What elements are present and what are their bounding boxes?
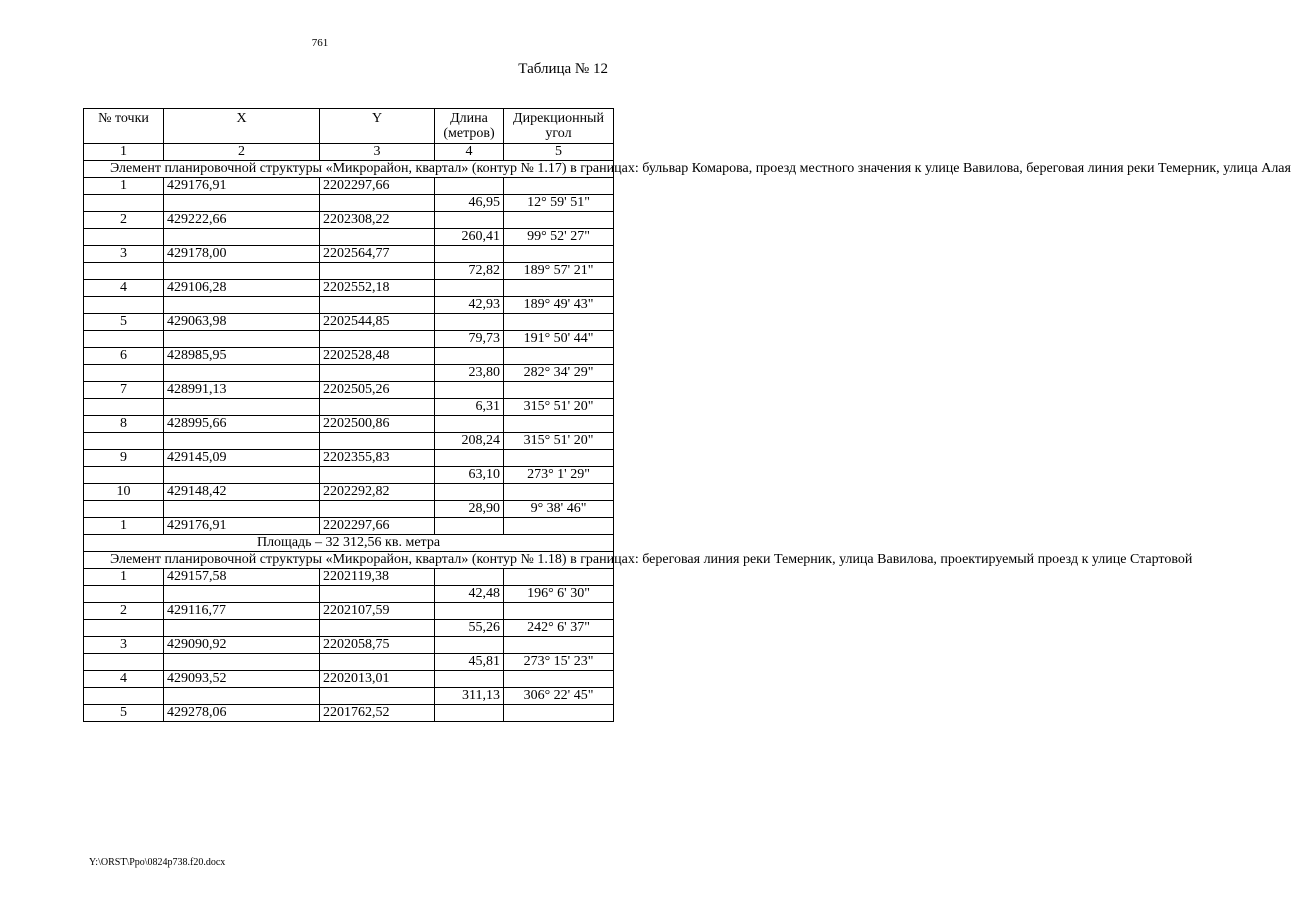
header-x: X <box>164 109 320 144</box>
y-coordinate-cell: 2202564,77 <box>320 246 435 263</box>
header-angle: Дирекционный угол <box>504 109 614 144</box>
column-number: 4 <box>435 144 504 161</box>
angle-cell: 196° 6' 30" <box>504 586 614 603</box>
table-row <box>84 212 614 229</box>
length-cell <box>435 450 504 467</box>
length-cell: 46,95 <box>435 195 504 212</box>
table-row <box>84 280 614 297</box>
y-coordinate-cell: 2202119,38 <box>320 569 435 586</box>
y-coordinate-cell: 2202297,66 <box>320 518 435 535</box>
point-number-cell: 3 <box>84 246 164 263</box>
y-coordinate-cell: 2202552,18 <box>320 280 435 297</box>
length-cell <box>435 569 504 586</box>
y-coordinate-cell <box>320 195 435 212</box>
angle-cell <box>504 178 614 195</box>
x-coordinate-cell <box>164 331 320 348</box>
angle-cell: 191° 50' 44" <box>504 331 614 348</box>
x-coordinate-cell: 429063,98 <box>164 314 320 331</box>
length-cell <box>435 484 504 501</box>
y-coordinate-cell: 2202355,83 <box>320 450 435 467</box>
area-summary-row <box>84 535 614 552</box>
y-coordinate-cell: 2202107,59 <box>320 603 435 620</box>
x-coordinate-cell: 429176,91 <box>164 518 320 535</box>
angle-cell <box>504 382 614 399</box>
coordinates-table <box>83 108 1291 722</box>
header-length: Длина (метров) <box>435 109 504 144</box>
angle-cell: 273° 15' 23" <box>504 654 614 671</box>
table-row <box>84 348 614 365</box>
table-row <box>84 399 614 416</box>
area-summary: Площадь – 32 312,56 кв. метра <box>84 535 614 552</box>
y-coordinate-cell <box>320 365 435 382</box>
length-cell: 45,81 <box>435 654 504 671</box>
table-row <box>84 178 614 195</box>
table-row <box>84 671 614 688</box>
length-cell: 79,73 <box>435 331 504 348</box>
column-number: 3 <box>320 144 435 161</box>
table-row <box>84 195 614 212</box>
x-coordinate-cell: 429176,91 <box>164 178 320 195</box>
angle-cell: 315° 51' 20" <box>504 433 614 450</box>
y-coordinate-cell: 2201762,52 <box>320 705 435 722</box>
angle-cell: 9° 38' 46" <box>504 501 614 518</box>
y-coordinate-cell <box>320 586 435 603</box>
table-body <box>84 161 1291 722</box>
table-row <box>84 620 614 637</box>
x-coordinate-cell <box>164 501 320 518</box>
point-number-cell: 9 <box>84 450 164 467</box>
page-number: 761 <box>311 37 329 49</box>
x-coordinate-cell <box>164 365 320 382</box>
y-coordinate-cell <box>320 263 435 280</box>
x-coordinate-cell: 428995,66 <box>164 416 320 433</box>
point-number-cell: 2 <box>84 212 164 229</box>
length-cell <box>435 280 504 297</box>
length-cell <box>435 314 504 331</box>
x-coordinate-cell <box>164 229 320 246</box>
point-number-cell <box>84 263 164 280</box>
table-row <box>84 603 614 620</box>
table-row <box>84 484 614 501</box>
x-coordinate-cell <box>164 654 320 671</box>
x-coordinate-cell <box>164 433 320 450</box>
y-coordinate-cell <box>320 620 435 637</box>
length-cell <box>435 416 504 433</box>
section-caption-row <box>84 161 614 178</box>
point-number-cell <box>84 297 164 314</box>
section-caption-row <box>84 552 614 569</box>
angle-cell: 242° 6' 37" <box>504 620 614 637</box>
x-coordinate-cell: 429148,42 <box>164 484 320 501</box>
length-cell: 42,48 <box>435 586 504 603</box>
table-row <box>84 433 614 450</box>
x-coordinate-cell: 429157,58 <box>164 569 320 586</box>
column-number: 2 <box>164 144 320 161</box>
x-coordinate-cell: 429178,00 <box>164 246 320 263</box>
point-number-cell <box>84 586 164 603</box>
angle-cell <box>504 314 614 331</box>
point-number-cell <box>84 467 164 484</box>
point-number-cell <box>84 365 164 382</box>
point-number-cell: 6 <box>84 348 164 365</box>
section-caption: Элемент планировочной структуры «Микрорайон, квартал» (контур № 1.17) в границах: бульвар Комарова, проезд местного значения к улице Вавилова, береговая линия реки Темерник, улица Алая <box>84 161 614 178</box>
table-row <box>84 331 614 348</box>
table-row <box>84 365 614 382</box>
angle-cell: 189° 49' 43" <box>504 297 614 314</box>
angle-cell <box>504 671 614 688</box>
length-cell: 63,10 <box>435 467 504 484</box>
y-coordinate-cell <box>320 399 435 416</box>
point-number-cell <box>84 688 164 705</box>
point-number-cell <box>84 433 164 450</box>
table-row <box>84 467 614 484</box>
length-cell <box>435 178 504 195</box>
length-cell: 260,41 <box>435 229 504 246</box>
length-cell: 42,93 <box>435 297 504 314</box>
angle-cell <box>504 603 614 620</box>
point-number-cell: 1 <box>84 518 164 535</box>
y-coordinate-cell <box>320 433 435 450</box>
x-coordinate-cell <box>164 297 320 314</box>
length-cell <box>435 348 504 365</box>
table-title: Таблица № 12 <box>518 61 608 77</box>
column-number: 1 <box>84 144 164 161</box>
y-coordinate-cell <box>320 688 435 705</box>
length-cell <box>435 637 504 654</box>
length-cell <box>435 382 504 399</box>
angle-cell <box>504 569 614 586</box>
table-row <box>84 314 614 331</box>
table-row <box>84 382 614 399</box>
y-coordinate-cell <box>320 331 435 348</box>
column-number: 5 <box>504 144 614 161</box>
angle-cell <box>504 518 614 535</box>
y-coordinate-cell: 2202013,01 <box>320 671 435 688</box>
angle-cell <box>504 416 614 433</box>
point-number-cell: 5 <box>84 314 164 331</box>
point-number-cell: 3 <box>84 637 164 654</box>
x-coordinate-cell <box>164 586 320 603</box>
header-row <box>84 109 614 144</box>
length-cell <box>435 603 504 620</box>
length-cell <box>435 518 504 535</box>
x-coordinate-cell: 429093,52 <box>164 671 320 688</box>
x-coordinate-cell: 429116,77 <box>164 603 320 620</box>
length-cell: 6,31 <box>435 399 504 416</box>
length-cell <box>435 705 504 722</box>
table-row <box>84 518 614 535</box>
x-coordinate-cell <box>164 688 320 705</box>
point-number-cell <box>84 195 164 212</box>
footer-file-path: Y:\ORST\Ppo\0824p738.f20.docx <box>89 857 226 868</box>
length-cell: 28,90 <box>435 501 504 518</box>
point-number-cell: 4 <box>84 671 164 688</box>
angle-cell <box>504 705 614 722</box>
point-number-cell: 1 <box>84 178 164 195</box>
point-number-cell <box>84 501 164 518</box>
y-coordinate-cell: 2202505,26 <box>320 382 435 399</box>
angle-cell: 99° 52' 27" <box>504 229 614 246</box>
column-number-row <box>84 144 614 161</box>
angle-cell: 12° 59' 51" <box>504 195 614 212</box>
angle-cell: 282° 34' 29" <box>504 365 614 382</box>
x-coordinate-cell <box>164 263 320 280</box>
header-point: № точки <box>84 109 164 144</box>
point-number-cell <box>84 620 164 637</box>
table-row <box>84 586 614 603</box>
angle-cell <box>504 450 614 467</box>
x-coordinate-cell: 429278,06 <box>164 705 320 722</box>
y-coordinate-cell: 2202058,75 <box>320 637 435 654</box>
length-cell: 72,82 <box>435 263 504 280</box>
length-cell <box>435 671 504 688</box>
y-coordinate-cell <box>320 654 435 671</box>
y-coordinate-cell <box>320 229 435 246</box>
x-coordinate-cell: 429090,92 <box>164 637 320 654</box>
table-row <box>84 705 614 722</box>
angle-cell: 273° 1' 29" <box>504 467 614 484</box>
length-cell: 55,26 <box>435 620 504 637</box>
angle-cell <box>504 484 614 501</box>
y-coordinate-cell: 2202544,85 <box>320 314 435 331</box>
length-cell: 23,80 <box>435 365 504 382</box>
table-row <box>84 569 614 586</box>
angle-cell <box>504 637 614 654</box>
table-row <box>84 229 614 246</box>
section-caption: Элемент планировочной структуры «Микрорайон, квартал» (контур № 1.18) в границах: береговая линия реки Темерник, улица Вавилова, проектируемый проезд к улице Стартовой <box>84 552 614 569</box>
y-coordinate-cell: 2202500,86 <box>320 416 435 433</box>
point-number-cell: 2 <box>84 603 164 620</box>
x-coordinate-cell <box>164 399 320 416</box>
y-coordinate-cell: 2202297,66 <box>320 178 435 195</box>
y-coordinate-cell <box>320 297 435 314</box>
angle-cell <box>504 348 614 365</box>
table-row <box>84 637 614 654</box>
angle-cell: 315° 51' 20" <box>504 399 614 416</box>
length-cell <box>435 212 504 229</box>
x-coordinate-cell <box>164 467 320 484</box>
length-cell: 208,24 <box>435 433 504 450</box>
y-coordinate-cell <box>320 467 435 484</box>
angle-cell: 306° 22' 45" <box>504 688 614 705</box>
length-cell: 311,13 <box>435 688 504 705</box>
table-row <box>84 297 614 314</box>
table-row <box>84 416 614 433</box>
y-coordinate-cell: 2202308,22 <box>320 212 435 229</box>
length-cell <box>435 246 504 263</box>
point-number-cell: 8 <box>84 416 164 433</box>
point-number-cell: 7 <box>84 382 164 399</box>
table-row <box>84 450 614 467</box>
point-number-cell <box>84 654 164 671</box>
table-row <box>84 501 614 518</box>
table-row <box>84 688 614 705</box>
x-coordinate-cell: 428985,95 <box>164 348 320 365</box>
x-coordinate-cell <box>164 195 320 212</box>
angle-cell <box>504 212 614 229</box>
point-number-cell <box>84 399 164 416</box>
y-coordinate-cell <box>320 501 435 518</box>
point-number-cell: 1 <box>84 569 164 586</box>
point-number-cell <box>84 331 164 348</box>
x-coordinate-cell: 429145,09 <box>164 450 320 467</box>
angle-cell <box>504 246 614 263</box>
angle-cell <box>504 280 614 297</box>
x-coordinate-cell: 429106,28 <box>164 280 320 297</box>
table-row <box>84 263 614 280</box>
x-coordinate-cell: 428991,13 <box>164 382 320 399</box>
header-y: Y <box>320 109 435 144</box>
point-number-cell <box>84 229 164 246</box>
table-row <box>84 246 614 263</box>
x-coordinate-cell <box>164 620 320 637</box>
angle-cell: 189° 57' 21" <box>504 263 614 280</box>
point-number-cell: 10 <box>84 484 164 501</box>
y-coordinate-cell: 2202292,82 <box>320 484 435 501</box>
y-coordinate-cell: 2202528,48 <box>320 348 435 365</box>
point-number-cell: 4 <box>84 280 164 297</box>
table-row <box>84 654 614 671</box>
x-coordinate-cell: 429222,66 <box>164 212 320 229</box>
point-number-cell: 5 <box>84 705 164 722</box>
